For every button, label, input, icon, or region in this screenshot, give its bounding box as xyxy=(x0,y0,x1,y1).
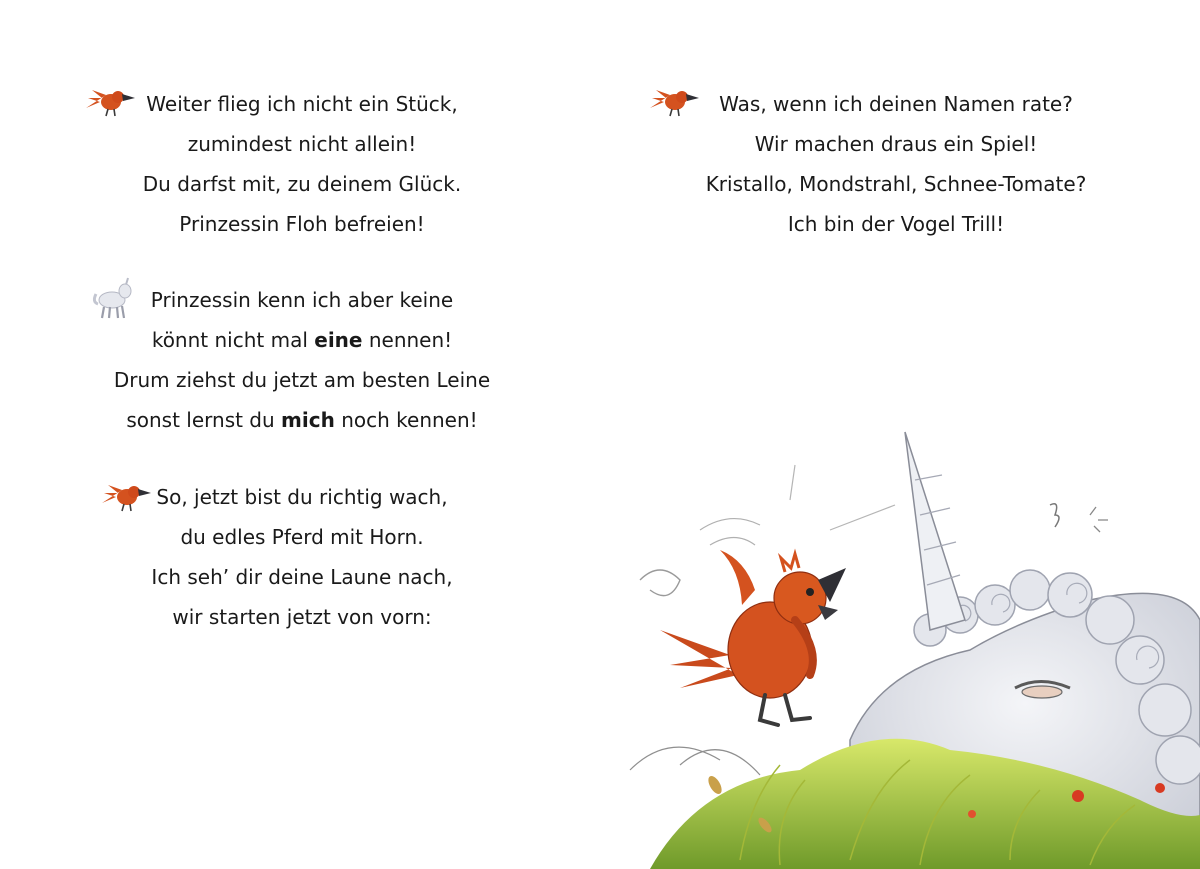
bird-and-unicorn-illustration xyxy=(620,420,1200,869)
emphasis: mich xyxy=(281,408,335,432)
verse-line: Du darfst mit, zu deinem Glück. xyxy=(142,172,462,196)
verse-line: So, jetzt bist du richtig wach, xyxy=(156,485,448,509)
bird-character xyxy=(660,550,846,725)
emphasis: eine xyxy=(314,328,363,352)
verse-line: Wir machen draus ein Spiel! xyxy=(754,132,1038,156)
verse-line: Was, wenn ich deinen Namen rate? xyxy=(719,92,1073,116)
verse-line: könnt nicht mal eine nennen! xyxy=(151,328,453,352)
verse-line: Ich bin der Vogel Trill! xyxy=(787,212,1005,236)
verse-line: Weiter flieg ich nicht ein Stück, xyxy=(146,92,458,116)
stanza-3 xyxy=(0,477,604,637)
verse-line: du edles Pferd mit Horn. xyxy=(180,525,424,549)
stanza-4 xyxy=(600,84,1192,244)
verse-line: wir starten jetzt von vorn: xyxy=(172,605,432,629)
stanza-2 xyxy=(0,280,604,440)
verse-line: Prinzessin Floh befreien! xyxy=(179,212,425,236)
verse-line: zumindest nicht allein! xyxy=(187,132,417,156)
verse-line: sonst lernst du mich noch kennen! xyxy=(126,408,478,432)
verse-line: Ich seh’ dir deine Laune nach, xyxy=(151,565,453,589)
stanza-1 xyxy=(0,84,604,244)
verse-line: Kristallo, Mondstrahl, Schnee-Tomate? xyxy=(705,172,1087,196)
verse-line: Drum ziehst du jetzt am besten Leine xyxy=(113,368,491,392)
verse-line: Prinzessin kenn ich aber keine xyxy=(150,288,454,312)
